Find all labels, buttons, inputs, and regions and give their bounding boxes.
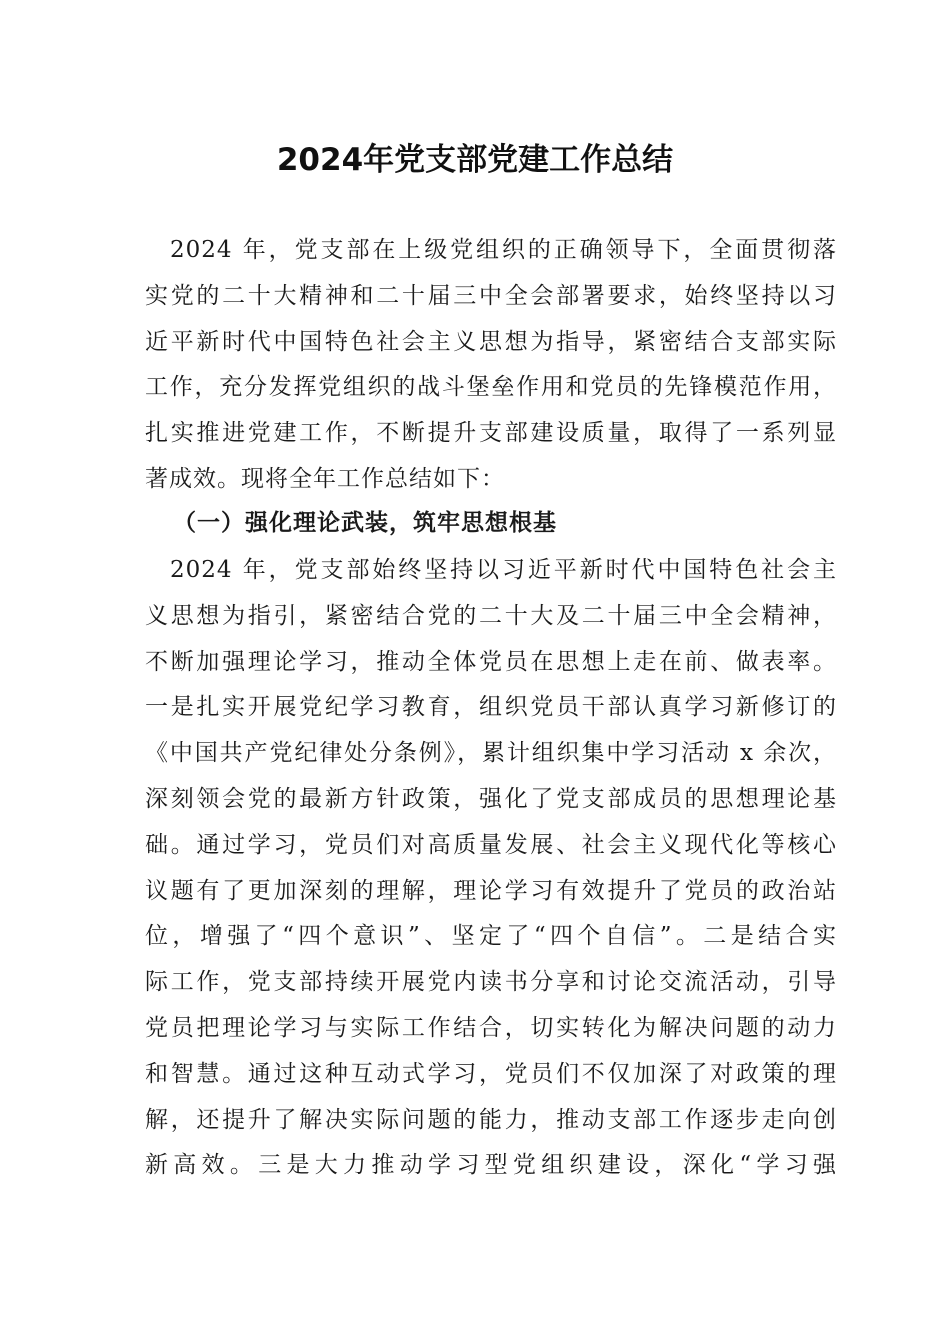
section-1-line: 《中国共产党纪律处分条例》，累计组织集中学习活动 x 余次， <box>145 740 837 767</box>
section-1-line: 深刻领会党的最新方针政策，强化了党支部成员的思想理论基 <box>145 785 837 812</box>
section-1-line: 新高效。三是大力推动学习型党组织建设，深化“学习强 <box>145 1152 837 1179</box>
intro-line: 近平新时代中国特色社会主义思想为指导，紧密结合支部实际 <box>145 328 837 355</box>
section-1-line: 党员把理论学习与实际工作结合，切实转化为解决问题的动力 <box>145 1014 837 1041</box>
section-1-line: 和智慧。通过这种互动式学习，党员们不仅加深了对政策的理 <box>145 1060 837 1087</box>
document-title: 2024年党支部党建工作总结 <box>276 142 674 178</box>
section-1-line: 义思想为指引，紧密结合党的二十大及二十届三中全会精神， <box>145 602 837 629</box>
section-1-line: 解，还提升了解决实际问题的能力，推动支部工作逐步走向创 <box>145 1106 837 1133</box>
section-1-line: 位，增强了“四个意识”、坚定了“四个自信”。二是结合实 <box>145 923 837 950</box>
section-1-line: 2024 年，党支部始终坚持以习近平新时代中国特色社会主 <box>170 557 837 583</box>
intro-line: 实党的二十大精神和二十届三中全会部署要求，始终坚持以习 <box>145 282 837 309</box>
section-1-line: 议题有了更加深刻的理解，理论学习有效提升了党员的政治站 <box>145 877 837 904</box>
section-1-line: 础。通过学习，党员们对高质量发展、社会主义现代化等核心 <box>145 831 837 858</box>
intro-line: 工作，充分发挥党组织的战斗堡垒作用和党员的先锋模范作用， <box>145 374 837 401</box>
section-1-paragraph <box>145 548 837 1189</box>
intro-line: 扎实推进党建工作，不断提升支部建设质量，取得了一系列显 <box>145 420 837 447</box>
section-1-line: 一是扎实开展党纪学习教育，组织党员干部认真学习新修订的 <box>145 694 837 721</box>
intro-line: 著成效。现将全年工作总结如下： <box>145 465 505 492</box>
intro-paragraph <box>145 228 837 503</box>
section-1-heading: （一）强化理论武装，筑牢思想根基 <box>173 510 557 536</box>
section-1-line: 不断加强理论学习，推动全体党员在思想上走在前、做表率。 <box>145 648 837 675</box>
section-1-line: 际工作，党支部持续开展党内读书分享和讨论交流活动，引导 <box>145 969 837 996</box>
intro-line: 2024 年，党支部在上级党组织的正确领导下，全面贯彻落 <box>170 237 837 263</box>
